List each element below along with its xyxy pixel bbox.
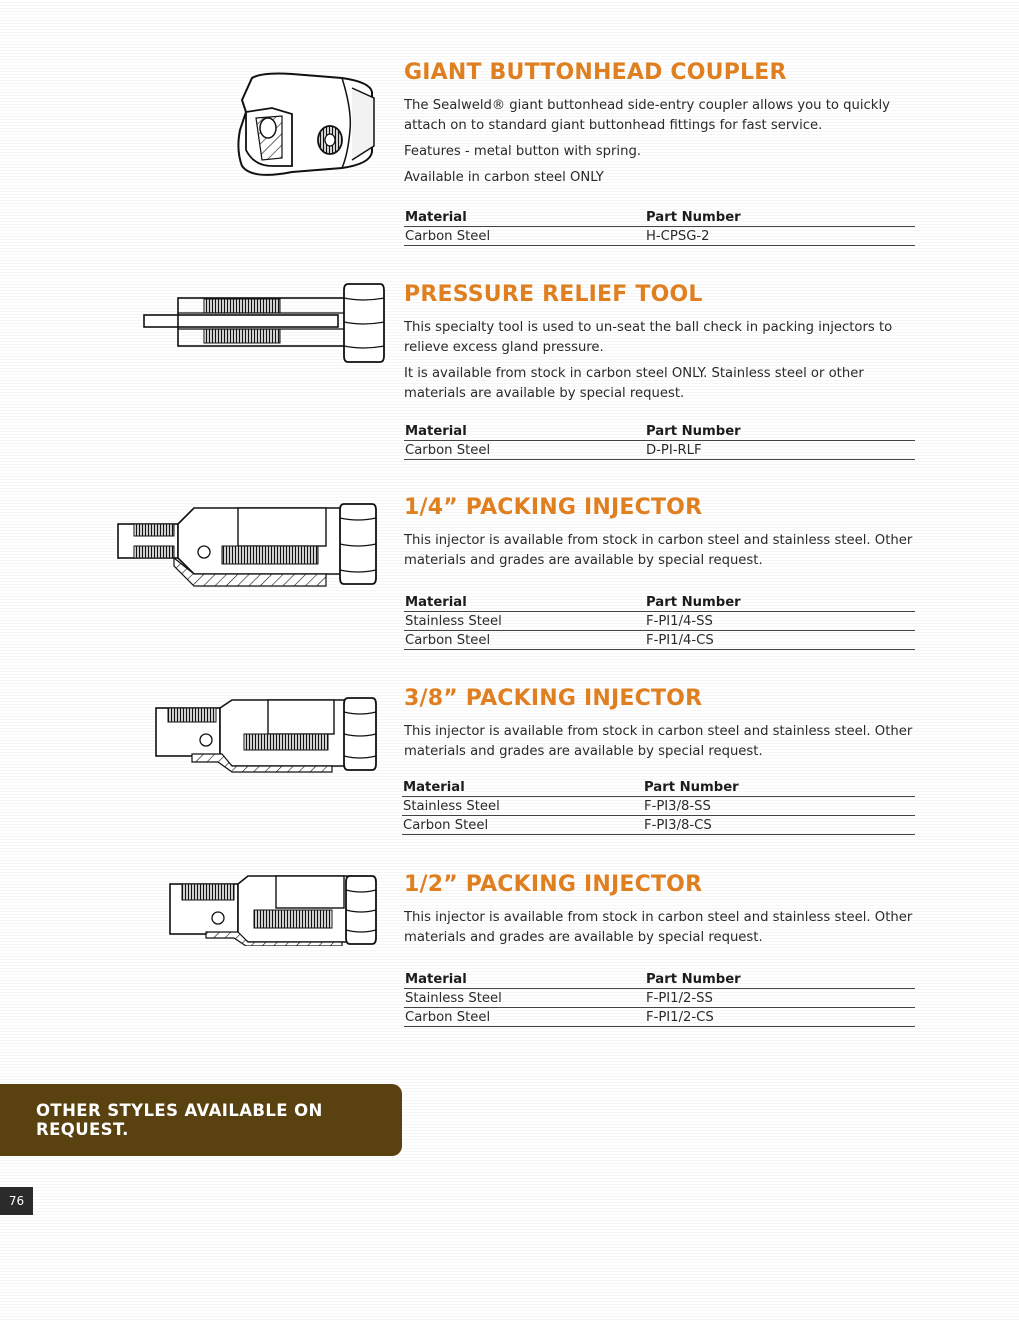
part-number-cell: F-PI1/2-SS xyxy=(645,989,915,1008)
table-row xyxy=(402,797,915,816)
banner-text: OTHER STYLES AVAILABLE ON REQUEST. xyxy=(36,1101,323,1139)
part-number-cell: F-PI3/8-SS xyxy=(643,797,915,816)
section-title: 1/4” PACKING INJECTOR xyxy=(404,495,703,520)
section-description: Available in carbon steel ONLY xyxy=(404,170,604,185)
part-number-cell: F-PI1/2-CS xyxy=(645,1008,915,1027)
part-number-cell: F-PI3/8-CS xyxy=(643,816,915,835)
table-header-row xyxy=(404,208,915,227)
table-row xyxy=(404,441,915,460)
section-title: 1/2” PACKING INJECTOR xyxy=(404,872,703,897)
section-description: This injector is available from stock in carbon steel and stainless steel. Other materials and grades are available by special request. xyxy=(404,910,913,945)
section-description: This injector is available from stock in carbon steel and stainless steel. Other materials and grades are available by special request. xyxy=(404,533,913,568)
section-half-inch-packing-injector xyxy=(404,872,916,1027)
spec-table xyxy=(402,778,915,835)
table-row xyxy=(404,631,915,650)
table-header-row xyxy=(404,970,915,989)
material-cell: Carbon Steel xyxy=(404,1008,645,1027)
column-header-material: Material xyxy=(404,593,645,612)
spec-table xyxy=(404,970,915,1027)
section-title: 3/8” PACKING INJECTOR xyxy=(404,686,703,711)
column-header-material: Material xyxy=(404,970,645,989)
section-description: The Sealweld® giant buttonhead side-entry coupler allows you to quickly attach on to standard giant buttonhead fittings for fast service. xyxy=(404,98,890,133)
half-inch-injector-illustration xyxy=(166,872,380,946)
section-three-eighths-packing-injector xyxy=(402,686,914,835)
material-cell: Stainless Steel xyxy=(404,612,645,631)
material-cell: Carbon Steel xyxy=(404,441,645,460)
column-header-part-number: Part Number xyxy=(645,422,915,441)
pressure-relief-tool-illustration xyxy=(142,280,386,366)
table-row xyxy=(404,612,915,631)
spec-table xyxy=(404,208,915,246)
section-description: Features - metal button with spring. xyxy=(404,144,642,159)
other-styles-banner xyxy=(0,1084,402,1156)
section-giant-buttonhead-coupler xyxy=(404,60,916,246)
column-header-material: Material xyxy=(404,422,645,441)
three-eighths-injector-illustration xyxy=(152,692,380,774)
section-title: GIANT BUTTONHEAD COUPLER xyxy=(404,60,787,85)
table-row xyxy=(404,989,915,1008)
section-description: It is available from stock in carbon steel ONLY. Stainless steel or other materials are available by special request. xyxy=(404,366,864,401)
column-header-part-number: Part Number xyxy=(645,208,915,227)
section-title: PRESSURE RELIEF TOOL xyxy=(404,282,703,307)
column-header-material: Material xyxy=(402,778,643,797)
part-number-cell: F-PI1/4-SS xyxy=(645,612,915,631)
table-header-row xyxy=(404,422,915,441)
material-cell: Stainless Steel xyxy=(402,797,643,816)
table-header-row xyxy=(402,778,915,797)
spec-table xyxy=(404,422,915,460)
table-row xyxy=(404,1008,915,1027)
table-header-row xyxy=(404,593,915,612)
part-number-cell: F-PI1/4-CS xyxy=(645,631,915,650)
column-header-part-number: Part Number xyxy=(643,778,915,797)
column-header-part-number: Part Number xyxy=(645,970,915,989)
quarter-inch-injector-illustration xyxy=(114,494,380,588)
section-quarter-inch-packing-injector xyxy=(404,495,916,650)
page-number: 76 xyxy=(0,1187,33,1215)
section-description: This specialty tool is used to un-seat the ball check in packing injectors to relieve excess gland pressure. xyxy=(404,320,893,355)
material-cell: Carbon Steel xyxy=(404,227,645,246)
table-row xyxy=(402,816,915,835)
buttonhead-coupler-illustration xyxy=(232,70,384,182)
material-cell: Stainless Steel xyxy=(404,989,645,1008)
part-number-cell: D-PI-RLF xyxy=(645,441,915,460)
spec-table xyxy=(404,593,915,650)
column-header-material: Material xyxy=(404,208,645,227)
table-row xyxy=(404,227,915,246)
column-header-part-number: Part Number xyxy=(645,593,915,612)
material-cell: Carbon Steel xyxy=(402,816,643,835)
material-cell: Carbon Steel xyxy=(404,631,645,650)
section-description: This injector is available from stock in carbon steel and stainless steel. Other materials and grades are available by special request. xyxy=(404,724,913,759)
section-pressure-relief-tool xyxy=(404,282,916,460)
part-number-cell: H-CPSG-2 xyxy=(645,227,915,246)
